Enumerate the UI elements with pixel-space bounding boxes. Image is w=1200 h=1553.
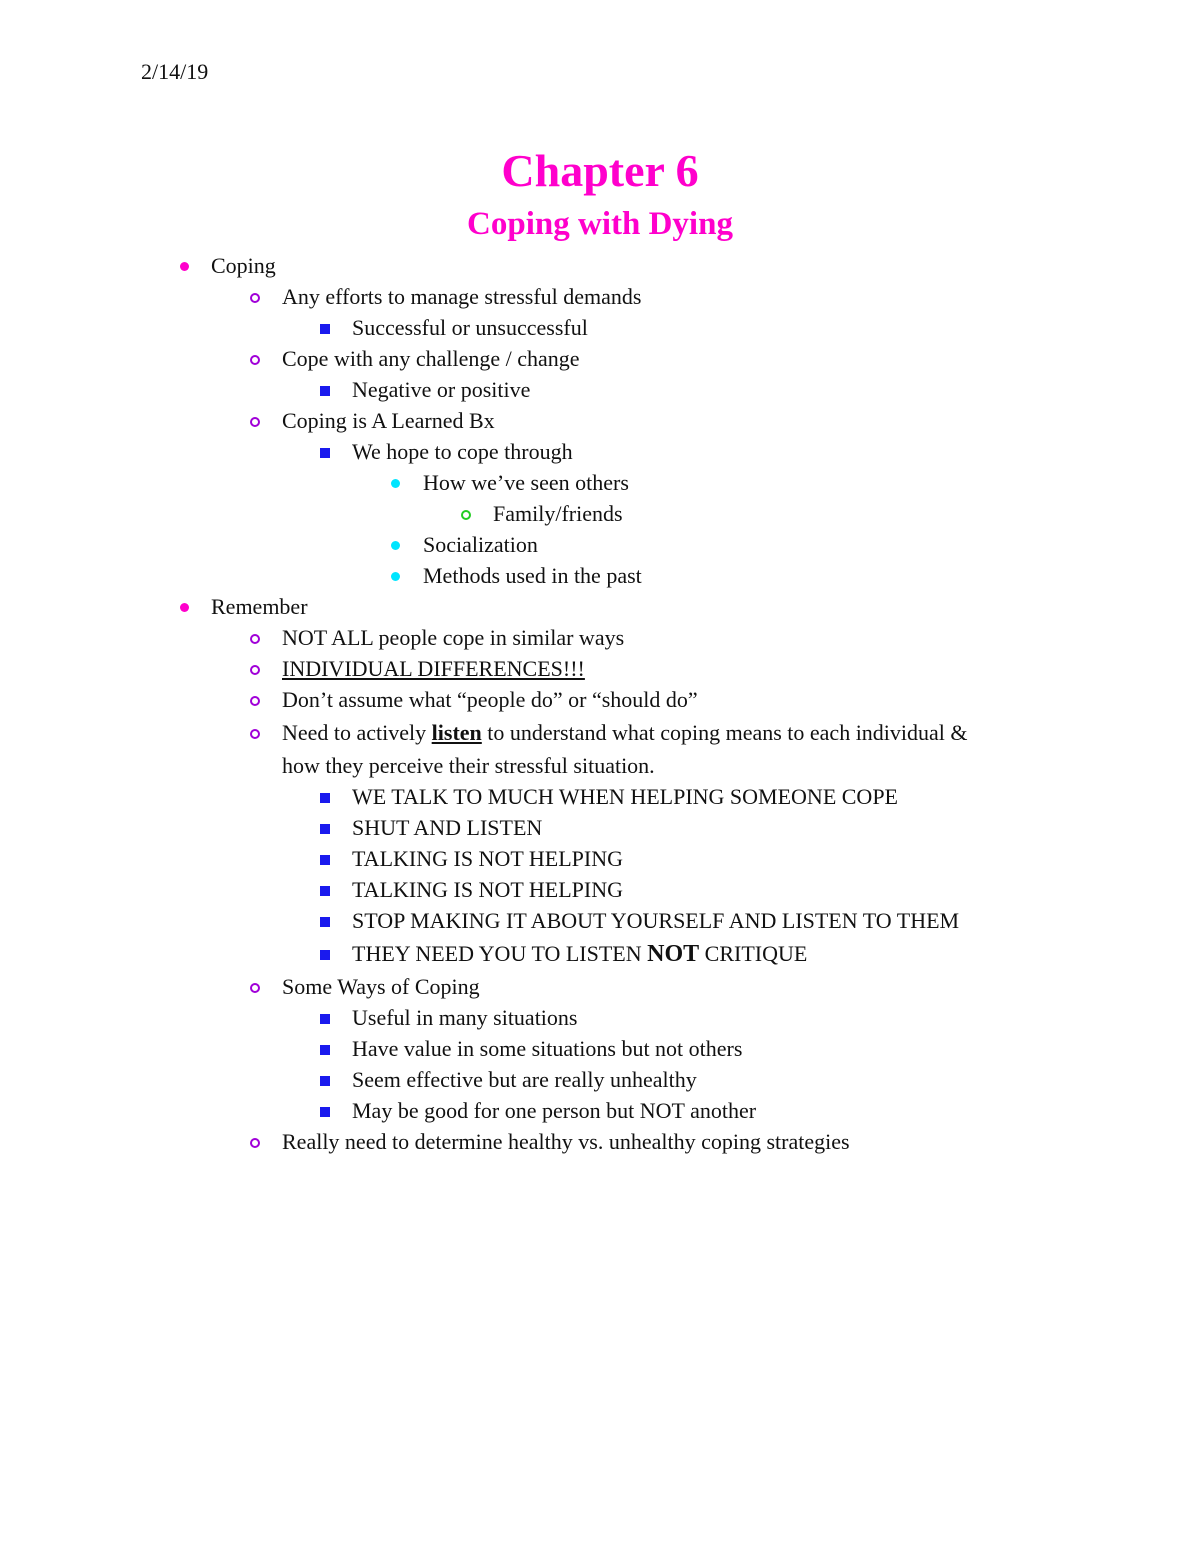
outline-item xyxy=(423,467,629,498)
item-text: Coping is A Learned Bx xyxy=(282,408,495,433)
item-text: Don’t assume what “people do” or “should do” xyxy=(282,687,698,712)
bullet-dot-icon xyxy=(391,479,400,488)
bullet-dot-icon xyxy=(180,262,189,271)
emphasis-text: NOT xyxy=(647,941,700,967)
bullet-dot-icon xyxy=(180,603,189,612)
item-text: to understand what coping means to each individual & xyxy=(481,720,968,745)
bullet-square-icon xyxy=(320,917,330,927)
outline-item xyxy=(211,591,308,622)
item-text: Coping xyxy=(211,253,276,278)
item-text: Remember xyxy=(211,594,308,619)
outline-item xyxy=(352,905,959,936)
item-text: Any efforts to manage stressful demands xyxy=(282,284,642,309)
item-text: Methods used in the past xyxy=(423,563,642,588)
bullet-square-icon xyxy=(320,950,330,960)
bullet-square-icon xyxy=(320,324,330,334)
bullet-square-icon xyxy=(320,1045,330,1055)
outline-item xyxy=(423,529,538,560)
item-text: STOP MAKING IT ABOUT YOURSELF AND LISTEN TO THEM xyxy=(352,908,960,933)
bullet-circle-icon xyxy=(250,1138,260,1148)
item-text: NOT ALL people cope in similar ways xyxy=(282,625,625,650)
outline-item xyxy=(352,1002,577,1033)
item-text: Cope with any challenge / change xyxy=(282,346,580,371)
bullet-circle-icon xyxy=(250,634,260,644)
outline-item xyxy=(352,812,542,843)
chapter-title: Chapter 6 xyxy=(501,145,699,196)
outline-item xyxy=(211,250,276,281)
bullet-square-icon xyxy=(320,1014,330,1024)
item-text: WE TALK TO MUCH WHEN HELPING SOMEONE COPE xyxy=(352,784,898,809)
item-text: We hope to cope through xyxy=(352,439,573,464)
emphasis-text: listen xyxy=(431,720,482,745)
bullet-dot-icon xyxy=(391,541,400,550)
outline-item xyxy=(352,843,623,874)
bullet-circle-icon xyxy=(250,696,260,706)
item-text: SHUT AND LISTEN xyxy=(352,815,543,840)
outline-item xyxy=(282,653,585,684)
bullet-square-icon xyxy=(320,824,330,834)
outline-item xyxy=(423,560,642,591)
outline-item-continuation xyxy=(282,750,655,781)
item-text: TALKING IS NOT HELPING xyxy=(352,877,623,902)
bullet-circle-icon xyxy=(250,983,260,993)
outline-item xyxy=(352,936,807,971)
item-text: TALKING IS NOT HELPING xyxy=(352,846,623,871)
chapter-subtitle: Coping with Dying xyxy=(467,206,733,242)
outline-item xyxy=(282,622,624,653)
item-text: May be good for one person but NOT another xyxy=(352,1098,757,1123)
bullet-square-icon xyxy=(320,1107,330,1117)
outline-item xyxy=(352,436,573,467)
item-text: Useful in many situations xyxy=(352,1005,578,1030)
outline-item xyxy=(282,405,495,436)
outline-item xyxy=(282,1126,850,1157)
item-text: Have value in some situations but not others xyxy=(352,1036,743,1061)
outline-item xyxy=(352,1033,742,1064)
item-text: how they perceive their stressful situation. xyxy=(282,753,655,778)
outline-item xyxy=(352,1064,697,1095)
bullet-square-icon xyxy=(320,448,330,458)
outline-item xyxy=(282,715,968,750)
item-text: Socialization xyxy=(423,532,538,557)
item-text: Really need to determine healthy vs. unhealthy coping strategies xyxy=(282,1129,850,1154)
outline-item xyxy=(493,498,623,529)
item-text: Need to actively xyxy=(282,720,432,745)
bullet-square-icon xyxy=(320,793,330,803)
item-text: CRITIQUE xyxy=(699,941,808,966)
outline-item xyxy=(352,781,898,812)
outline-item xyxy=(352,374,530,405)
bullet-dot-icon xyxy=(391,572,400,581)
outline-item xyxy=(282,684,698,715)
outline-item xyxy=(282,281,641,312)
date-stamp: 2/14/19 xyxy=(141,59,209,84)
item-text: Negative or positive xyxy=(352,377,531,402)
bullet-square-icon xyxy=(320,386,330,396)
outline-item xyxy=(352,874,623,905)
bullet-circle-icon xyxy=(250,729,260,739)
bullet-circle-icon xyxy=(250,417,260,427)
outline-item xyxy=(352,312,588,343)
item-text: THEY NEED YOU TO LISTEN xyxy=(352,941,648,966)
item-text: INDIVIDUAL DIFFERENCES!!! xyxy=(282,656,585,681)
bullet-circle-icon xyxy=(250,293,260,303)
bullet-circle-icon xyxy=(250,355,260,365)
bullet-square-icon xyxy=(320,1076,330,1086)
bullet-square-icon xyxy=(320,855,330,865)
outline-item xyxy=(282,971,480,1002)
item-text: How we’ve seen others xyxy=(423,470,629,495)
item-text: Some Ways of Coping xyxy=(282,974,480,999)
item-text: Seem effective but are really unhealthy xyxy=(352,1067,697,1092)
item-text: Successful or unsuccessful xyxy=(352,315,588,340)
bullet-circle-icon xyxy=(250,665,260,675)
outline-item xyxy=(282,343,580,374)
item-text: Family/friends xyxy=(493,501,623,526)
bullet-circle-icon xyxy=(461,510,471,520)
bullet-square-icon xyxy=(320,886,330,896)
outline-item xyxy=(352,1095,756,1126)
